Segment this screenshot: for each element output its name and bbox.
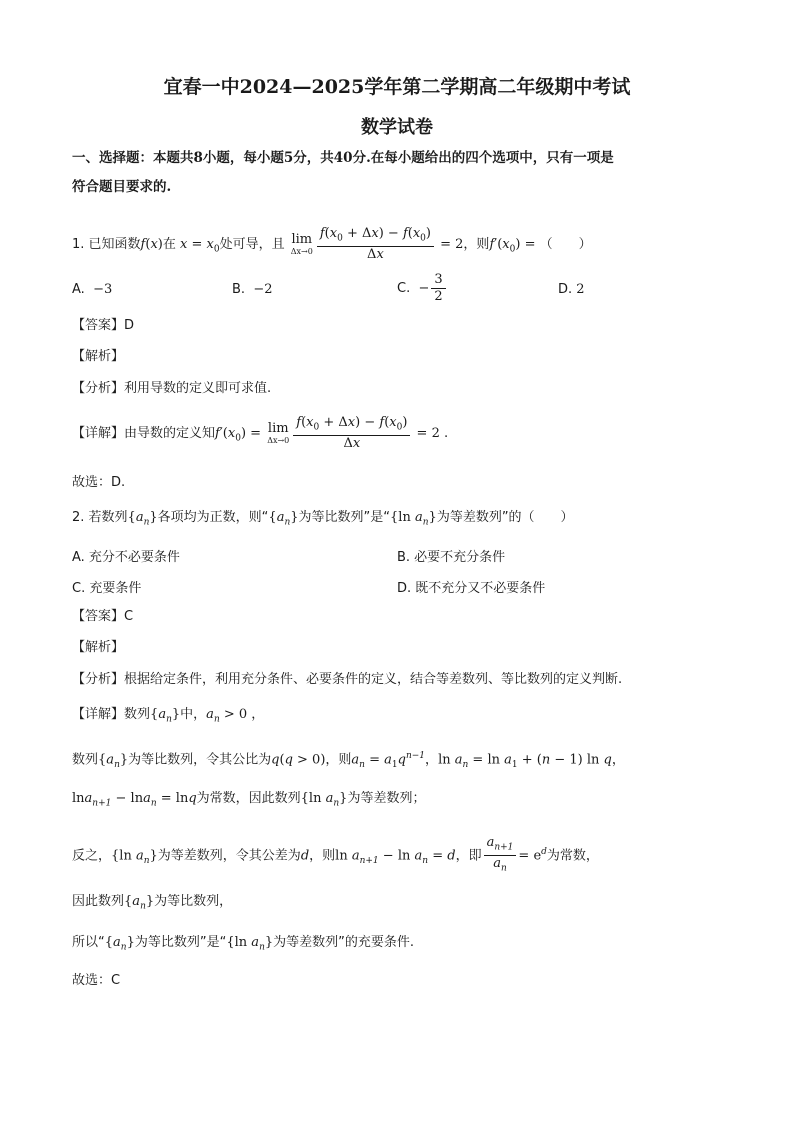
q2-line1: 数列$\{a_n\}$为等比数列，令其公比为q(q > 0)，则$a_n = a_1q^{n-1}$，$\ln a_n = \ln a_1 + (n - 1)$ ln q， (72, 751, 625, 770)
q1-option-b: B. −2 (232, 282, 273, 297)
q2-jiexi: 【解析】 (72, 640, 125, 655)
q2-line3: 反之，{ln $a_n$}为等差数列，令其公差为d，则$\ln a_{n+1} - \ln a_n = d$，即 $\frac{a_{n+1}}{a_n}$ = $e^d$为常数， (72, 834, 599, 874)
section-heading-line1: 一、选择题：本题共8小题，每小题5分，共40分.在每小题给出的四个选项中，只有一项是 (72, 150, 614, 166)
section-heading-line2: 符合题目要求的. (72, 179, 172, 195)
q1-jiexi: 【解析】 (72, 349, 125, 364)
q1-x-eq-x0: x (175, 237, 188, 252)
q2-line5: 所以“$\{a_n\}$为等比数列”是“{ln $a_n$}为等差数列”的充要条件. (72, 935, 415, 953)
q1-xiangjie: 【详解】由导数的定义知$f'(x_0)$ = lim Δx→0 $\frac{f(x_0 + \Delta x) - f(x_0)}{\Delta x}$ = 2 . (72, 414, 449, 452)
q2-line4: 因此数列$\{a_n\}$为等比数列， (72, 894, 233, 912)
q2-fenxi: 【分析】根据给定条件，利用充分条件、必要条件的定义，结合等差数列、等比数列的定义判断. (72, 672, 623, 687)
question-1-stem: 1. 已知函数f(x)在 $x = x_0$处可导，且 lim Δx→0 $\frac{f(x_0 + \Delta x) - f(x_0)}{\Delta x}$ = 2，则$f'(x_0)$ = （ ） (72, 225, 592, 263)
q1-fprime: f (489, 237, 495, 252)
exam-subtitle: 数学试卷 (361, 117, 433, 138)
q1-choose: 故选：D. (72, 475, 126, 490)
q1-fraction: $\frac{f(x_0 + \Delta x) - f(x_0)}{\Delta x}$ (317, 226, 434, 264)
q2-answer: 【答案】C (72, 609, 134, 624)
q1-fenxi: 【分析】利用导数的定义即可求值. (72, 381, 272, 396)
q2-option-a: A. 充分不必要条件 (72, 550, 180, 565)
q1-option-a: A. −3 (72, 282, 113, 297)
q1-limit: lim Δx→0 (290, 232, 313, 256)
q1-t1: 在 (162, 237, 176, 252)
exam-title: 宜春一中2024—2025学年第二学期高二年级期中考试 (163, 76, 631, 98)
q1-t2: 处可导，且 (219, 237, 285, 252)
q2-xiangjie: 【详解】数列$\{a_n\}$中，$a_n > 0$ ， (72, 707, 265, 725)
q2-choose: 故选：C (72, 973, 121, 988)
q1-answer: 【答案】D (72, 318, 135, 333)
q1-blank: （ ） (539, 237, 592, 252)
question-2-stem: 2. 若数列$\{a_n\}$各项均为正数，则“$\{a_n\}$为等比数列”是“{ln $a_n$}为等差数列”的（ ） (72, 510, 574, 528)
q1-option-c: C. − $\frac{3}{2}$ (397, 272, 448, 305)
q2-line2: lna$_{n+1}$ − lna$_n$ = lnq为常数，因此数列{ln $a_n$}为等差数列； (72, 791, 426, 809)
q2-option-c: C. 充要条件 (72, 581, 142, 596)
q1-number: 1. 已知函数 (72, 237, 141, 252)
q1-t3: ，则 (463, 237, 490, 252)
q2-option-b: B. 必要不充分条件 (397, 550, 506, 565)
q1-fx: f (140, 237, 146, 252)
q2-option-d: D. 既不充分又不必要条件 (397, 581, 546, 596)
q1-option-d: D. 2 (558, 282, 585, 297)
